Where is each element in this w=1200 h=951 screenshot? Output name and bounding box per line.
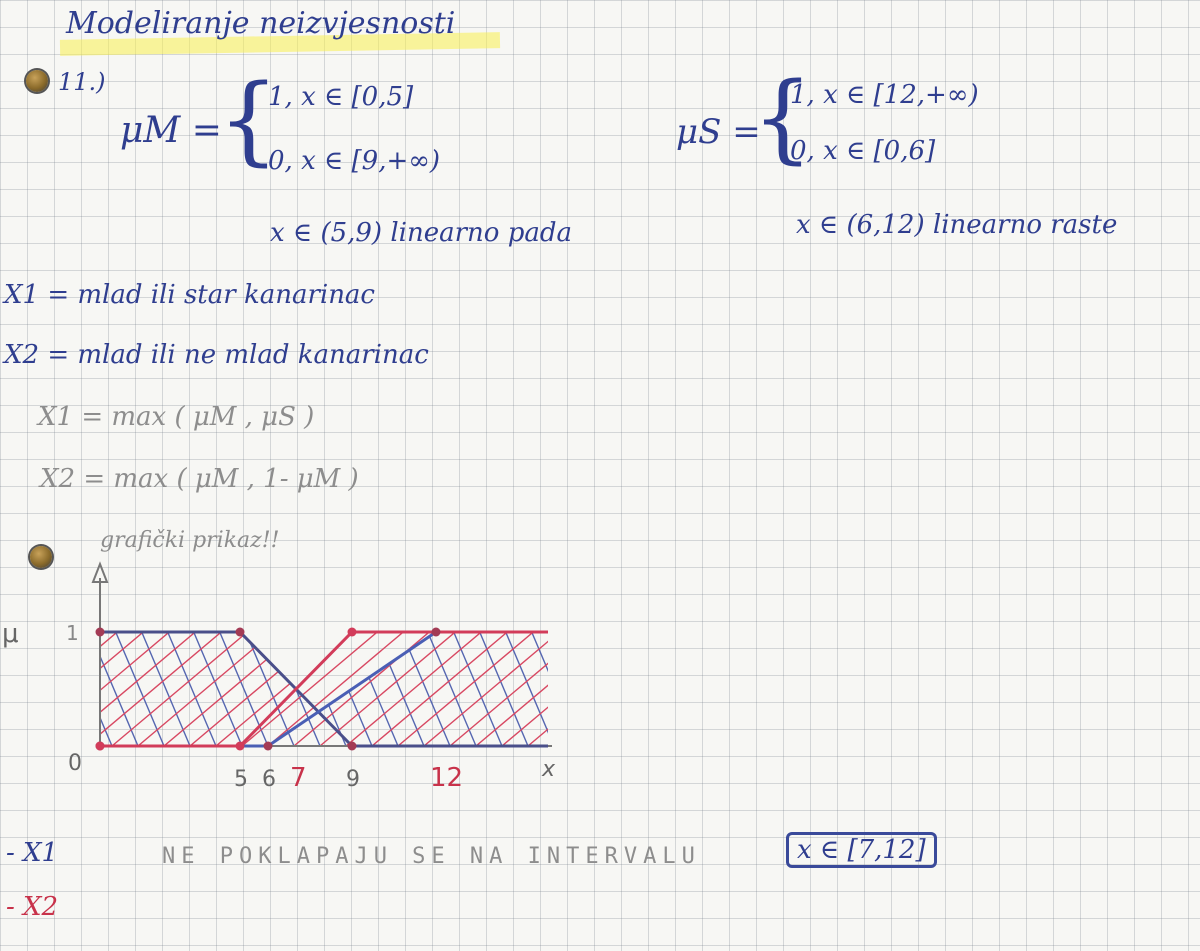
formula-x1: X1 = max ( μM , μS ) <box>38 402 315 432</box>
definition-x1: X1 = mlad ili star kanarinac <box>4 280 375 310</box>
x-tick-label: 6 <box>262 767 276 792</box>
mu-s-label: μS = <box>676 112 761 152</box>
mu-s-brace: { <box>752 62 814 174</box>
mu-m-label: μM = <box>120 110 222 151</box>
data-point <box>432 628 441 637</box>
hatch-line <box>582 628 620 746</box>
hatch-line <box>606 628 620 746</box>
series-line-S <box>100 632 548 746</box>
conclusion-text: NE POKLAPAJU SE NA INTERVALU <box>162 844 701 869</box>
series-line-M <box>100 632 548 746</box>
binder-hole-icon <box>26 70 48 92</box>
formula-x2: X2 = max ( μM , 1- μM ) <box>40 464 359 494</box>
hatch-line <box>554 628 620 746</box>
x-axis-label: x <box>542 757 556 782</box>
data-point <box>96 742 105 751</box>
data-point <box>236 742 245 751</box>
data-point <box>348 628 357 637</box>
hatch-line <box>580 628 620 746</box>
mu-s-case-1: 1, x ∈ [12,+∞) <box>790 80 979 110</box>
x-tick-label: 12 <box>430 763 464 793</box>
hatch-line <box>556 628 606 746</box>
series-line-1M <box>100 632 548 746</box>
data-point <box>348 742 357 751</box>
y-axis-label: μ <box>2 619 19 649</box>
x-tick-label: 0 <box>68 751 82 776</box>
mu-m-case-2: 0, x ∈ [9,+∞) <box>268 146 441 176</box>
legend-x1: - X1 <box>6 838 59 868</box>
mu-m-note: x ∈ (5,9) linearno pada <box>270 218 572 248</box>
definition-x2: X2 = mlad ili ne mlad kanarinac <box>4 340 429 370</box>
task-number: 11.) <box>58 68 106 96</box>
x-tick-label: 5 <box>234 767 248 792</box>
data-point <box>236 628 245 637</box>
hatch-line <box>36 628 86 746</box>
hatch-line <box>530 628 580 746</box>
membership-chart <box>0 560 620 820</box>
graph-note: grafički prikaz!! <box>100 528 280 553</box>
data-point <box>96 628 105 637</box>
x-tick-label: 7 <box>290 763 307 793</box>
x-tick-label: 9 <box>346 767 360 792</box>
page-title: Modeliranje neizvjesnosti <box>66 6 456 41</box>
conclusion-interval: x ∈ [7,12] <box>786 832 937 868</box>
y-tick-label: 1 <box>66 621 79 645</box>
legend-x2: - X2 <box>6 892 59 922</box>
hatch-line <box>8 628 148 746</box>
mu-m-case-1: 1, x ∈ [0,5] <box>268 82 414 112</box>
data-point <box>264 742 273 751</box>
hatch-line <box>608 628 620 746</box>
x1-hatch-area <box>0 628 620 746</box>
hatch-line <box>528 628 620 746</box>
mu-s-note: x ∈ (6,12) linearno raste <box>796 210 1118 240</box>
mu-m-brace: { <box>218 64 280 176</box>
mu-s-case-2: 0, x ∈ [0,6] <box>790 136 936 166</box>
x2-hatch-area <box>0 628 620 746</box>
